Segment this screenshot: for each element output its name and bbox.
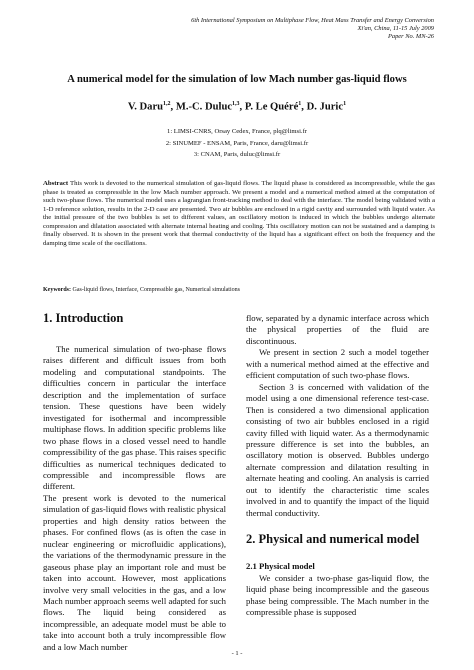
keywords-text: Gas-liquid flows, Interface, Compressible gas, Numerical simulations [72, 287, 240, 293]
keywords-label: Keywords: [43, 287, 71, 293]
page-number: - 1 - [231, 650, 243, 657]
conference-line-1: 6th International Symposium on Multiphase Flow, Heat Mass Transfer and Energy Conversion [191, 17, 434, 24]
abstract-label: Abstract [43, 180, 69, 187]
abstract [43, 180, 435, 248]
keywords [43, 286, 435, 294]
paper-title: A numerical model for the simulation of low Mach number gas-liquid flows [67, 74, 407, 85]
paper-number: Paper No. MN-26 [388, 33, 434, 40]
author-name: V. Daru [127, 101, 164, 113]
paragraph: The present work is devoted to the numerical simulation of gas-liquid flows with realistic physical properties and high density ratios between the phases. For confined flows (as is often the case in nuclear engineering or microfluidic applications), the variations of the thermodynamic pressure in the gaseous phase play an important role and must be taken into account. However, most applications involve very small velocities in the gas, and a low Mach number approach seems well adapted for such flows. The liquid being considered as incompressible, an adequate model must be able to take into account both a truly incompressible flow and a low Mach number [43, 492, 226, 652]
subsection-heading: 2.1 Physical model [246, 561, 315, 572]
paragraph: We present in section 2 such a model together with a numerical method aimed at the effective and efficient computation of such two-phase flows. [246, 347, 429, 381]
paragraph: flow, separated by a dynamic interface across which the physical properties of the fluid are discontinuous. [246, 313, 429, 346]
author-name: P. Le Quéré [244, 101, 299, 113]
abstract-text: This work is devoted to the numerical simulation of gas-liquid flows. The liquid phase is considered as incompressible, while the gas phase is treated as compressible in the low Mach number approach. We present a model and a numerical method aimed at the computation of such two-phase flows. The numerical model uses a lagrangian front-tracking method to deal with the interface. The model being validated with a 1-D reference solution, results in the 2-D case are presented. Two air bubbles are enclosed in a rigid cavity and surrounded with liquid water. As the initial pressure of the two bubbles is set to different values, an oscillatory motion is induced in which the bubbles undergo alternate compression and dilatation associated with alternate internal heating and cooling. This oscillatory motion can not be sustained and a damping is finally observed. It is shown in the present work that thermal conductivity of the liquid has a significant effect on both the frequency and the damping time scale of the oscillations. [43, 180, 435, 247]
section-heading: 1. Introduction [43, 311, 124, 325]
author-name: M.-C. Duluc [175, 101, 233, 113]
conference-header [114, 17, 434, 41]
author-name: D. Juric [306, 101, 344, 113]
right-column [246, 313, 429, 618]
section-heading: 2. Physical and numerical model [246, 532, 420, 547]
paragraph: Section 3 is concerned with validation of the model using a one dimensional reference test-case. Then is considered a two dimensional application consisting of two air bubbles enclosed in a rigid cavity filled with liquid water. As a thermodynamic pressure difference is set into the bubbles, an oscillatory motion is observed. Bubbles undergo alternate compression and dilatation resulting in alternate heating and cooling. An analysis is carried out to identify the characteristic time scales involved in and to quantify the impact of the liquid thermal conductivity. [246, 381, 429, 518]
conference-line-2: Xi'an, China, 11-15 July 2009 [357, 25, 434, 32]
left-column [43, 310, 226, 653]
paragraph: The numerical simulation of two-phase flows raises different and difficult issues from both modeling and computational standpoints. The difficulties concern in particular the interface description and the implementation of surface tension. These questions have been widely investigated for isothermal and incompressible multiphase flows. In addition specific problems like two phase flows in a closed vessel need to handle compressibility of the gas phase. This raises specific difficulties as numerical techniques dedicated to compressible and incompressible flows are different. [43, 344, 226, 492]
affiliation: 1: LIMSI-CNRS, Orsay Cedex, France, plq@limsi.fr [167, 128, 307, 135]
affiliations [0, 126, 474, 161]
author-affil-sup: 1,3 [232, 101, 240, 107]
author-affil-sup: 1,2 [163, 101, 171, 107]
affiliation: 3: CNAM, Paris, duluc@limsi.fr [193, 151, 281, 158]
author-list: V. Daru$^{1,2}$, M.-C. Duluc$^{1,3}$, P. Le Quéré$^1$, D. Juric$^1$ [127, 101, 347, 113]
author-affil-sup: 1 [343, 101, 347, 107]
affiliation: 2: SINUMEF - ENSAM, Paris, France, daru@limsi.fr [165, 139, 309, 147]
paragraph: We consider a two-phase gas-liquid flow, the liquid phase being incompressible and the gaseous phase being compressible. The Mach number in the compressible phase is supposed [246, 572, 429, 617]
author-affil-sup: 1 [298, 101, 302, 107]
